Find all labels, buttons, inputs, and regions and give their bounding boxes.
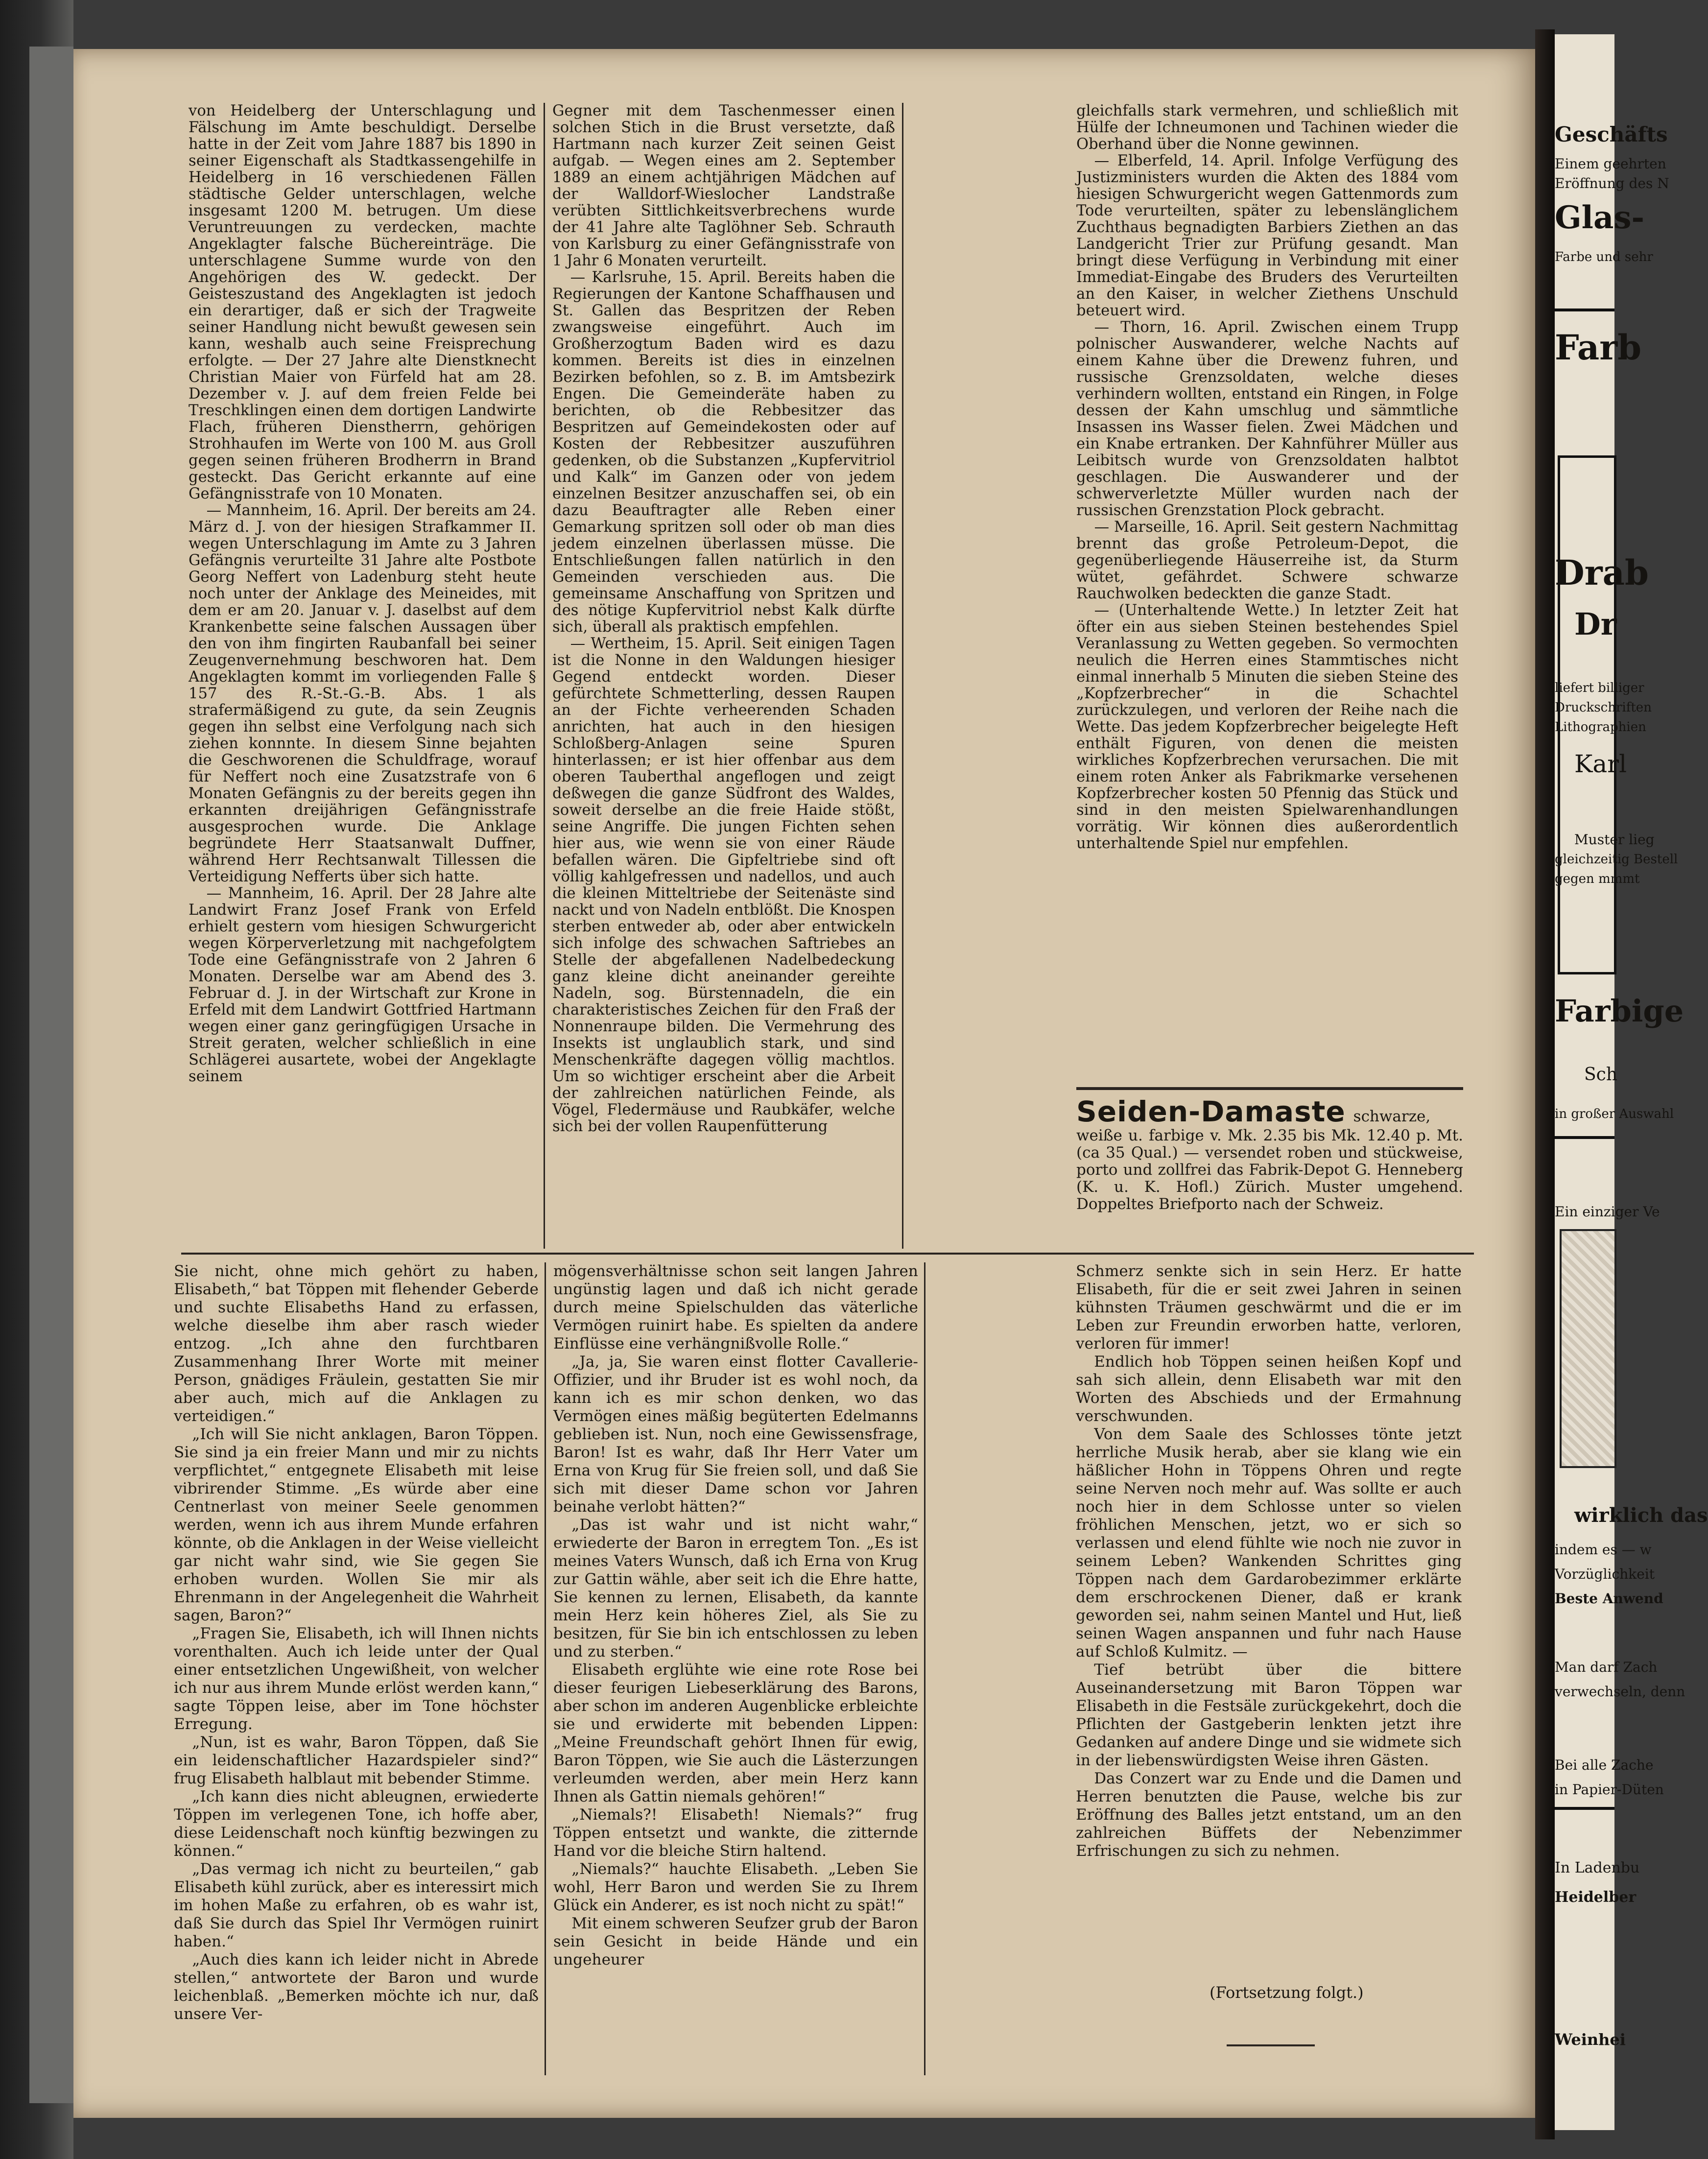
section-divider — [181, 1253, 1474, 1255]
fragment-line: Drab — [1555, 552, 1649, 593]
novel-paragraph: Tief betrübt über die bittere Auseinandersetzung mit Baron Töppen war Elisabeth in die Festsäle zurückgekehrt, doch die Pflichten der Gastgeberin lenkten jetzt ihre Gedanken auf andere Dinge und sie widmete sich in der liebenswürdigsten Weise ihren Gästen. — [1076, 1661, 1462, 1769]
ad-text — [1076, 1096, 1463, 1213]
fragment-line: Druckschriften — [1555, 700, 1652, 715]
fragment-line: in großer Auswahl — [1555, 1107, 1674, 1121]
fragment-line: Heidelber — [1555, 1889, 1637, 1906]
novel-paragraph: Von dem Saale des Schlosses tönte jetzt herrliche Musik herab, aber sie klang wie ein häßlicher Hohn in Töppens Ohren und regte seine Nerven noch mehr auf. Was sollte er auch noch hier in dem Schlosse unter so vielen fröhlichen Menschen, jetzt, wo er sich so verlassen und elend fühlte wie noch nie zuvor in seinem Leben? Wankenden Schrittes ging Töppen nach dem Gardarobezimmer erklärte dem erschrockenen Diener, daß er krank geworden sei, nahm seinen Mantel und Hut, ließ seinen Wagen anspannen und fuhr nach Hause auf Schloß Kulmitz. — — [1076, 1425, 1462, 1661]
novel-paragraph: mögensverhältnisse schon seit langen Jahren ungünstig lagen und daß ich nicht gerade durch meine Spielschulden das väterliche Vermögen ruinirt habe. Es spielten da andere Einflüsse eine verhängnißvolle Rolle.“ — [553, 1262, 918, 1352]
novel-paragraph: „Niemals?! Elisabeth! Niemals?“ frug Töppen entsetzt und wankte, die zitternde Hand vor die bleiche Stirn haltend. — [553, 1806, 918, 1860]
column-divider — [545, 1262, 546, 2075]
news-column-1 — [189, 103, 536, 1244]
news-paragraph: — Marseille, 16. April. Seit gestern Nachmittag brennt das große Petroleum-Depot, die gegenüberliegende Häuserreihe ist, da Sturm wütet, gefährdet. Schwere schwarze Rauchwolken bedeckten die ganze Stadt. — [1076, 519, 1458, 602]
fragment-line: in Papier-Düten — [1555, 1781, 1664, 1798]
fragment-line: Farb — [1555, 327, 1642, 368]
ad-headline: Seiden-Damaste — [1076, 1095, 1346, 1128]
fragment-line: wirklich das — [1574, 1504, 1708, 1527]
fragment-rule — [1555, 1136, 1614, 1139]
news-paragraph: — Mannheim, 16. April. Der 28 Jahre alte Landwirt Franz Josef Frank von Erfeld erhielt gestern vom hiesigen Schwurgericht wegen Körperverletzung mit nachgefolgtem Tode eine Gefängnisstrafe von 2 Jahren 6 Monaten. Derselbe war am Abend des 3. Februar d. J. in der Wirtschaft zur Krone in Erfeld mit dem Landwirt Gottfried Hartmann wegen einer ganz geringfügigen Ursache in Streit geraten, welcher schließlich in eine Schlägerei ausartete, wobei der Angeklagte seinem — [189, 885, 536, 1085]
novel-paragraph: „Das ist wahr und ist nicht wahr,“ erwiederte der Baron in erregtem Ton. „Es ist meines Vaters Wunsch, daß ich Erna von Krug zur Gattin wähle, aber seit ich die Ehre hatte, Sie kennen zu lernen, Elisabeth, da kannte mein Herz kein höheres Ziel, als Sie zu besitzen, für Sie bin ich entschlossen zu leben und zu sterben.“ — [553, 1516, 918, 1661]
novel-paragraph: Endlich hob Töppen seinen heißen Kopf und sah sich allein, denn Elisabeth war mit den Worten des Abschieds und der Ermahnung verschwunden. — [1076, 1353, 1462, 1425]
fragment-line: In Ladenbu — [1555, 1859, 1640, 1876]
novel-paragraph: Schmerz senkte sich in sein Herz. Er hatte Elisabeth, für die er seit zwei Jahren in seinen kühnsten Träumen geschwärmt und die er im Leben zur Freundin erworben hatte, verloren, verloren für immer! — [1076, 1262, 1462, 1352]
page-gutter — [1535, 29, 1555, 2139]
novel-paragraph: „Niemals?“ hauchte Elisabeth. „Leben Sie wohl, Herr Baron und werden Sie zu Ihrem Glück ein Anderer, es ist noch nicht zu spät!“ — [553, 1860, 918, 1914]
news-paragraph: von Heidelberg der Unterschlagung und Fälschung im Amte beschuldigt. Derselbe hatte in der Zeit vom Jahre 1887 bis 1890 in seiner Eigenschaft als Stadtkassengehilfe in Heidelberg in 16 verschiedenen Fällen städtische Gelder unterschlagen, welche insgesamt 1200 M. betrugen. Um diese Veruntreuungen zu verdecken, machte Angeklagter falsche Büchereinträge. Die unterschlagene Summe wurde von den Angehörigen des W. gedeckt. Der Geisteszustand des Angeklagten ist jedoch ein derartiger, daß er sich der Tragweite seiner Handlung nicht bewußt gewesen sein kann, weshalb auch seine Freisprechung erfolgte. — Der 27 Jahre alte Dienstknecht Christian Maier von Fürfeld hat am 28. Dezember v. J. auf dem freien Felde bei Treschklingen einen dem dortigen Landwirte Flach, früheren Dienstherrn, gehörigen Strohhaufen im Werte von 100 M. aus Groll gegen seinen früheren Brodherrn in Brand gesteckt. Das Gericht erkannte auf eine Gefängnisstrafe von 10 Monaten. — [189, 102, 536, 502]
fragment-line: Farbe und sehr — [1555, 250, 1653, 264]
fragment-line: Karl — [1574, 750, 1627, 778]
advertisement-illustration — [1560, 1229, 1616, 1468]
silk-damask-advertisement — [1076, 1087, 1463, 1257]
news-column-2 — [552, 103, 895, 1244]
novel-paragraph: „Auch dies kann ich leider nicht in Abrede stellen,“ antwortete der Baron und wurde leichenblaß. „Bemerken möchte ich nur, daß unsere Ver- — [174, 1951, 539, 2023]
novel-column-1 — [174, 1262, 539, 2075]
news-paragraph: — Elberfeld, 14. April. Infolge Verfügung des Justizministers wurden die Akten des 1884 vom hiesigen Schwurgericht wegen Gattenmords zum Tode verurteilten, später zu lebenslänglichem Zuchthaus begnadigten Barbiers Ziethen an das Landgericht Trier zur Prüfung gesandt. Man bringt diese Verfügung in Verbindung mit einer Immediat-Eingabe des Bruders des Verurteilten an den Kaiser, in welcher Ziethens Unschuld beteuert wird. — [1076, 152, 1458, 319]
column-divider — [902, 103, 903, 1249]
ad-body: schwarze, weiße u. farbige v. Mk. 2.35 bis Mk. 12.40 p. Mt. (ca 35 Qual.) — versendet roben und stückweise, porto und zollfrei das Fabrik-Depot G. Henneberg (K. u. K. Hofl.) Zürich. Muster umgehend. Doppeltes Briefporto nach der Schweiz. — [1076, 1108, 1463, 1213]
fragment-line: Ein einziger Ve — [1555, 1204, 1660, 1220]
novel-column-2 — [553, 1262, 918, 2075]
novel-paragraph: „Das vermag ich nicht zu beurteilen,“ gab Elisabeth kühl zurück, aber es interessirt mich im hohen Maße zu erfahren, ob es wahr ist, daß Sie durch das Spiel Ihr Vermögen ruinirt haben.“ — [174, 1860, 539, 1950]
novel-paragraph: „Ja, ja, Sie waren einst flotter Cavallerie-Offizier, und ihr Bruder ist es wohl noch, da kann ich es mir schon denken, wo das Vermögen eines mäßig begüterten Edelmanns geblieben ist. Nun, noch eine Gewissensfrage, Baron! Ist es wahr, daß Ihr Herr Vater um Erna von Krug für Sie freien soll, und daß Sie sich mit dieser Dame schon vor Jahren beinahe verlobt hätten?“ — [553, 1353, 918, 1516]
fragment-line: Lithographien — [1555, 720, 1646, 735]
column-divider — [924, 1262, 925, 2075]
novel-paragraph: Elisabeth erglühte wie eine rote Rose bei dieser feurigen Liebeserklärung des Barons, aber schon im anderen Augenblicke erbleichte sie und erwiderte mit bebenden Lippen: „Meine Freundschaft gehört Ihnen für ewig, Baron Töppen, wie Sie auch die Lästerzungen verleumden werden, aber mein Herz kann Ihnen als Gattin niemals gehören!“ — [553, 1661, 918, 1805]
book-cover-edge — [29, 47, 73, 2103]
novel-column-3 — [933, 1262, 1462, 1997]
fragment-line: Man darf Zach — [1555, 1659, 1658, 1675]
fragment-line: Dr — [1574, 606, 1617, 642]
column-divider — [544, 103, 545, 1249]
news-third-column — [911, 103, 1457, 1124]
novel-paragraph: Mit einem schweren Seufzer grub der Baron sein Gesicht in beide Hände und ein ungeheurer — [553, 1915, 918, 1969]
fragment-line: Einem geehrten — [1555, 156, 1666, 172]
novel-paragraph: „Ich will Sie nicht anklagen, Baron Töppen. Sie sind ja ein freier Mann und mir zu nichts verpflichtet,“ entgegnete Elisabeth mit leise vibrirender Stimme. „Es würde aber eine Centnerlast von meiner Seele genommen werden, wenn ich aus ihrem Munde erfahren könnte, ob die Anklagen in der Weise vielleicht gar nicht wahr sind, wie Sie gegen Sie erhoben wurden. Wollen Sie mir als Ehrenmann in der Angelegenheit die Wahrheit sagen, Baron?“ — [174, 1425, 539, 1624]
fragment-line: Farbige — [1555, 993, 1684, 1029]
fragment-line: Bei alle Zache — [1555, 1757, 1654, 1773]
news-paragraph: — Mannheim, 16. April. Der bereits am 24. März d. J. von der hiesigen Strafkammer II. wegen Unterschlagung im Amte zu 3 Jahren Gefängnis verurteilte 31 Jahre alte Postbote Georg Neffert von Ladenburg steht heute noch unter der Anklage des Meineides, mit dem er am 20. Januar v. J. daselbst auf dem Krankenbette seine falschen Aussagen über den von ihm fingirten Raubanfall bei seiner Zeugenvernehmung beschworen hat. Dem Angeklagten kommt im vorliegenden Falle § 157 des R.-St.-G.-B. Abs. 1 als strafermäßigend zu gute, da sein Zeugnis gegen ihn selbst eine Verfolgung nach sich ziehen konnnte. In diesem Sinne bejahten die Geschworenen die Schuldfrage, worauf für Neffert noch eine Zusatzstrafe von 6 Monaten Gefängnis zu der bereits gegen ihn erkannten dreijährigen Gefängnisstrafe ausgesprochen wurde. Die Anklage begründete Herr Staatsanwalt Duffner, während Herr Rechtsanwalt Tillessen die Verteidigung Nefferts über sich hatte. — [189, 502, 536, 885]
fragment-line: verwechseln, denn — [1555, 1684, 1685, 1700]
novel-paragraph: Sie nicht, ohne mich gehört zu haben, Elisabeth,“ bat Töppen mit flehender Geberde und suchte Elisabeths Hand zu erfassen, welche dieselbe ihm aber rasch wieder entzog. „Ich ahne den furchtbaren Zusammenhang Ihrer Worte mit meiner Person, gnädiges Fräulein, gestatten Sie mir aber auch, mich auf die Anklagen zu verteidigen.“ — [174, 1262, 539, 1425]
news-paragraph: Gegner mit dem Taschenmesser einen solchen Stich in die Brust versetzte, daß Hartmann nach kurzer Zeit seinen Geist aufgab. — Wegen eines am 2. September 1889 an einem achtjährigen Mädchen auf der Walldorf-Wieslocher Landstraße verübten Sittlichkeitsverbrechens wurde der 41 Jahre alte Taglöhner Seb. Schrauth von Karlsburg zu einer Gefängnisstrafe von 1 Jahr 6 Monaten verurteilt. — [552, 102, 895, 269]
news-paragraph: gleichfalls stark vermehren, und schließlich mit Hülfe der Ichneumonen und Tachinen wieder die Oberhand über die Nonne gewinnen. — [1076, 102, 1458, 153]
news-paragraph: — Karlsruhe, 15. April. Bereits haben die Regierungen der Kantone Schaffhausen und St. Gallen das Bespritzen der Reben zwangsweise eingeführt. Auch im Großherzogtum Baden wird es dazu kommen. Bereits ist dies in einzelnen Bezirken befohlen, so z. B. im Amtsbezirk Engen. Die Gemeinderäte haben zu berichten, ob die Rebbesitzer das Bespritzen auf Gemeindekosten oder auf Kosten der Rebbesitzer auszuführen gedenken, ob die Substanzen „Kupfervitriol und Kalk“ im Ganzen oder von jedem einzelnen Besitzer anzuschaffen sei, ob ein dazu Beauftragter alle Reben einer Gemarkung spritzen soll oder ob man dies jedem einzelnen überlassen müsse. Die Entschließungen fallen natürlich in den Gemeinden verschieden aus. Die gemeinsame Anschaffung von Spritzen und des nötige Kupfervitriol nebst Kalk dürfte sich, überall als praktisch empfehlen. — [552, 269, 895, 636]
fragment-line: Geschäfts — [1555, 122, 1668, 146]
end-rule — [1227, 2044, 1315, 2046]
novel-paragraph: „Fragen Sie, Elisabeth, ich will Ihnen nichts vorenthalten. Auch ich leide unter der Qual einer entsetzlichen Ungewißheit, von welcher ich nur aus ihrem Munde erlöst werden kann,“ sagte Töppen leise, aber im Tone höchster Erregung. — [174, 1625, 539, 1733]
news-paragraph: — Thorn, 16. April. Zwischen einem Trupp polnischer Auswanderer, welche Nachts auf einem Kahne über die Drewenz fuhren, und russische Grenzsoldaten, welche dieses verhindern wollten, entstand ein Ringen, in Folge dessen der Kahn umschlug und sämmtliche Insassen ins Wasser fielen. Zwei Mädchen und ein Knabe ertranken. Der Kahnführer Müller aus Leibitsch wurde von Grenzsoldaten halbtot geschlagen. Die Auswanderer und der schwerverletzte Müller wurden nach der russischen Grenzstation Plock gebracht. — [1076, 319, 1458, 519]
fragment-line: indem es — w — [1555, 1542, 1652, 1558]
to-be-continued: (Fortsetzung folgt.) — [1210, 1983, 1364, 2002]
fragment-line: liefert billiger — [1555, 681, 1644, 695]
news-paragraph: — Wertheim, 15. April. Seit einigen Tagen ist die Nonne in den Waldungen hiesiger Gegend entdeckt worden. Dieser gefürchtete Schmetterling, dessen Raupen an der Fichte verheerenden Schaden anrichten, hat auch in den hiesigen Schloßberg-Anlagen seine Spuren hinterlassen; er ist hier offenbar aus dem oberen Tauberthal angeflogen und zeigt deßwegen die ganze Südfront des Waldes, soweit derselbe an die freie Haide stößt, seine Angriffe. Die jungen Fichten sehen hier aus, wie wenn sie von einer Räude befallen wären. Die Gipfeltriebe sind oft völlig kahlgefressen und nadellos, und auch die kleinen Mitteltriebe der Seitenäste sind nackt und von Nadeln entblößt. Die Knospen sterben entweder ab, oder aber entwickeln sich infolge des schwachen Saftriebes an Stelle der abgefallenen Nadelbedeckung ganz kleine dicht aneinander gereihte Nadeln, sog. Bürstennadeln, die ein charakteristisches Zeichen für den Fraß der Nonnenraupe bilden. Die Vermehrung des Insekts ist unglaublich stark, und sind Menschenkräfte dagegen völlig machtlos. Um so wichtiger erscheint aber die Arbeit der zahlreichen natürlichen Feinde, als Vögel, Fledermäuse und Raubkäfer, welche sich bei der vollen Raupenfütterung — [552, 635, 895, 1135]
adjacent-page-fragment — [1555, 34, 1708, 2130]
fragment-line: gegen mmmt — [1555, 872, 1640, 886]
fragment-line: Muster lieg — [1574, 831, 1655, 848]
novel-paragraph: „Nun, ist es wahr, Baron Töppen, daß Sie ein leidenschaftlicher Hazardspieler sind?“ frug Elisabeth halblaut mit bebender Stimme. — [174, 1733, 539, 1787]
novel-paragraph: „Ich kann dies nicht ableugnen, erwiederte Töppen im verlegenen Tone, ich hoffe aber, diese Leidenschaft noch künftig bezwingen zu können.“ — [174, 1788, 539, 1860]
fragment-line: gleichzeitig Bestell — [1555, 852, 1678, 867]
newspaper-page — [73, 49, 1535, 2118]
fragment-rule — [1555, 1807, 1614, 1810]
fragment-line: Beste Anwend — [1555, 1590, 1663, 1607]
news-paragraph: — (Unterhaltende Wette.) In letzter Zeit hat öfter ein aus sieben Steinen bestehendes Spiel Veranlassung zu Wetten gegeben. So vermochten neulich die Herren eines Stammtisches nicht einmal innerhalb 5 Minuten die sieben Steine des „Kopfzerbrecher“ in die Schachtel zurückzulegen, und verloren der Reihe nach die Wette. Das jedem Kopfzerbrecher beigelegte Heft enthält Figuren, von denen die meisten wirkliches Kopfzerbrechen verursachen. Die mit einem roten Anker als Fabrikmarke versehenen Kopfzerbrecher kosten 50 Pfennig das Stück und sind in den meisten Spielwarenhandlungen vorrätig. Wir können dies außerordentlich unterhaltende Spiel nur empfehlen. — [1076, 602, 1458, 852]
fragment-line: Glas- — [1555, 199, 1645, 236]
fragment-rule — [1555, 308, 1614, 311]
fragment-line: Sch — [1584, 1065, 1618, 1085]
fragment-line: Vorzüglichkeit — [1555, 1566, 1655, 1582]
fragment-line: Eröffnung des N — [1555, 175, 1669, 191]
novel-paragraph: Das Conzert war zu Ende und die Damen und Herren benutzten die Pause, welche bis zur Eröffnung des Balles jetzt entstand, um an den zahlreichen Büffets der Nebenzimmer Erfrischungen zu sich zu nehmen. — [1076, 1770, 1462, 1860]
fragment-line: Weinhei — [1555, 2030, 1626, 2049]
